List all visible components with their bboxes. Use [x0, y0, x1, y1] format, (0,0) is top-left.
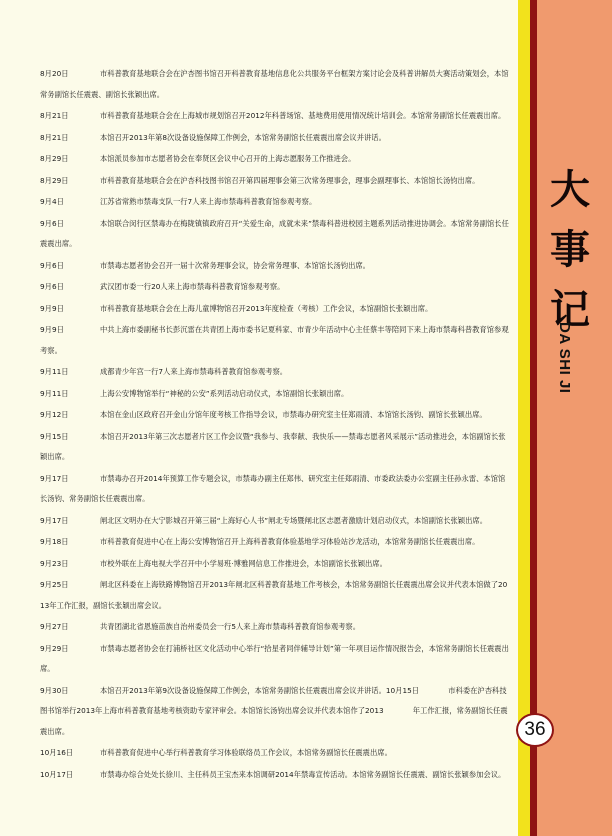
entry-text: 市科普教育基地联合会在沪杏图书馆召开科普教育基地信息化公共服务平台框架方案讨论会及科普讲解员大赛活动策划会，本馆常务副馆长任震震、副馆长张颖出席。 — [40, 69, 509, 99]
chronicle-entry — [40, 765, 510, 786]
entry-text: 本馆召开2013年第8次设备设施保障工作例会，本馆常务副馆长任震震出席会议并讲话。 — [100, 132, 386, 142]
chronicle-entry — [40, 681, 510, 743]
chronicle-entry — [40, 106, 510, 127]
entry-text: 闸北区科委在上海铁路博物馆召开2013年闸北区科普教育基地工作考核会，本馆常务副馆长任震震出席会议并代表本馆做了2013年工作汇报，副馆长张颖出席会议。 — [40, 580, 508, 610]
page-number: 36 — [516, 713, 554, 747]
chronicle-entry — [40, 128, 510, 149]
title-char: 大 — [550, 166, 590, 213]
entry-date: 10月16日 — [40, 748, 74, 757]
chronicle-entry — [40, 214, 510, 255]
entry-date: 9月18日 — [40, 537, 69, 546]
entry-text: 市校外联在上海电视大学召开中小学易班·博雅网信息工作推进会，本馆副馆长张颖出席。 — [100, 558, 387, 568]
chronicle-entry — [40, 469, 510, 510]
chronicle-entry — [40, 192, 510, 213]
entry-text: 成都青少年宫一行7人来上海市禁毒科普教育馆参观考察。 — [100, 367, 288, 376]
entry-date: 9月6日 — [40, 282, 64, 291]
entry-date: 8月29日 — [40, 175, 69, 185]
side-panel — [537, 0, 612, 836]
entry-date: 9月15日 — [40, 431, 69, 441]
entry-date: 9月17日 — [40, 515, 69, 525]
entry-date: 10月17日 — [40, 769, 74, 779]
section-title-pinyin: DA SHI JI — [556, 322, 573, 394]
entry-date: 9月23日 — [40, 558, 69, 568]
entry-text: 共青团湖北省恩施苗族自治州委员会一行5人来上海市禁毒科普教育馆参观考察。 — [100, 622, 361, 631]
entry-text: 上海公安博物馆举行“神秘的公安”系列活动启动仪式，本馆副馆长张颖出席。 — [100, 388, 349, 398]
entry-date: 9月25日 — [40, 580, 69, 589]
entry-text: 江苏省常熟市禁毒支队一行7人来上海市禁毒科普教育馆参观考察。 — [100, 197, 317, 206]
entry-text: 本馆联合闵行区禁毒办在梅陇镇镇政府召开“关爱生命，成就未来”禁毒科普进校园主题系列活动推进协调会。本馆常务副馆长任震震出席。 — [40, 218, 509, 248]
entry-date: 9月30日 — [40, 685, 69, 695]
entry-text: 市科普教育促进中心在上海公安博物馆召开上海科普教育体验基地学习体验站沙龙活动，本馆常务副馆长任震震出席。 — [100, 537, 480, 546]
chronicle-entry — [40, 64, 510, 105]
entry-text: 中共上海市委副秘书长彭沉雷在共青团上海市委书记夏科家、市青少年活动中心主任蔡丰等陪同下来上海市禁毒科普教育馆参观考察。 — [40, 325, 509, 355]
chronicle-entry — [40, 277, 510, 298]
entry-date: 8月21日 — [40, 111, 69, 120]
entry-text: 闸北区文明办在大宁影城召开第三届“上海好心人书”闸北专场暨闸北区志愿者激励计划启动仪式，本馆副馆长张颖出席。 — [100, 515, 487, 525]
section-title-chinese — [540, 160, 600, 340]
entry-date: 9月29日 — [40, 643, 69, 653]
chronicle-entry — [40, 427, 510, 468]
entry-text: 市科普教育促进中心举行科普教育学习体验联络员工作会议，本馆常务副馆长任震震出席。 — [100, 748, 392, 757]
entry-date: 9月27日 — [40, 622, 69, 631]
entry-date: 9月9日 — [40, 325, 64, 334]
chronicle-entry — [40, 639, 510, 680]
chronicle-entry — [40, 554, 510, 575]
entry-date: 9月6日 — [40, 218, 64, 228]
entry-text: 本馆召开2013年第9次设备设施保障工作例会，本馆常务副馆长任震震出席会议并讲话。10月15日 市科委在沪杏科技图书馆举行2013年上海市科普教育基地考核资助专家评审会。本馆馆长汤钧出席会议并代表本馆作了2013 年工作汇报，常务副馆长任震震出席。 — [40, 685, 508, 736]
entry-date: 9月11日 — [40, 367, 69, 376]
entry-date: 9月12日 — [40, 410, 69, 419]
chronicle-entry — [40, 320, 510, 361]
red-stripe — [530, 0, 537, 836]
title-char: 事 — [550, 226, 590, 273]
entry-text: 市科普教育基地联合会在上海儿童博物馆召开2013年度检查（考核）工作会议，本馆副馆长张颖出席。 — [100, 303, 433, 313]
entry-text: 本馆派员参加市志愿者协会在奉贤区会议中心召开的上海志愿服务工作推进会。 — [100, 154, 356, 163]
entry-text: 市禁毒办综合处处长徐川、主任科员王宝杰来本馆调研2014年禁毒宣传活动。本馆常务副馆长任震震、副馆长张颖参加会议。 — [100, 769, 506, 779]
entry-date: 8月20日 — [40, 69, 69, 78]
entry-text: 市禁毒志愿者协会在打浦桥社区文化活动中心举行“拾星者同伴辅导计划”第一年项目运作情况报告会，本馆常务副馆长任震震出席。 — [40, 643, 509, 673]
chronicle-entry — [40, 362, 510, 383]
chronicle-entry — [40, 256, 510, 277]
chronicle-entry — [40, 617, 510, 638]
entry-text: 市禁毒志愿者协会召开一届十次常务理事会议，协会常务理事、本馆馆长汤钧出席。 — [100, 260, 370, 270]
entry-date: 8月29日 — [40, 154, 69, 163]
chronicle-entry — [40, 511, 510, 532]
chronicle-list — [40, 64, 510, 786]
chronicle-entry — [40, 532, 510, 553]
entry-date: 8月21日 — [40, 132, 69, 142]
entry-text: 市禁毒办召开2014年预算工作专题会议，市禁毒办副主任郑伟、研究室主任郑雨清、市委政法委办公室副主任孙永雷、本馆馆长汤钧、常务副馆长任震震出席。 — [40, 473, 506, 503]
chronicle-entry — [40, 384, 510, 405]
entry-date: 9月4日 — [40, 197, 64, 206]
entry-text: 市科普教育基地联合会在沪杏科技图书馆召开第四届理事会第三次常务理事会，理事会副理事长、本馆馆长汤钧出席。 — [100, 175, 480, 185]
entry-date: 9月11日 — [40, 388, 69, 398]
chronicle-entry — [40, 299, 510, 320]
entry-date: 9月9日 — [40, 303, 64, 313]
entry-text: 本馆在金山区政府召开金山分馆年度考核工作指导会议，市禁毒办研究室主任郑雨清、本馆馆长汤钧、副馆长张颖出席。 — [100, 410, 487, 419]
entry-text: 武汉团市委一行20人来上海市禁毒科普教育馆参观考察。 — [100, 282, 285, 291]
entry-text: 本馆召开2013年第三次志愿者片区工作会议暨“我参与、我奉献、我快乐——禁毒志愿者风采展示”活动推进会，本馆副馆长张颖出席。 — [40, 431, 506, 461]
title-char: 记 — [550, 286, 590, 333]
chronicle-entry — [40, 743, 510, 764]
chronicle-entry — [40, 575, 510, 616]
entry-text: 市科普教育基地联合会在上海城市规划馆召开2012年科普场馆、基地费用使用情况统计培训会。本馆常务副馆长任震震出席。 — [100, 111, 506, 120]
chronicle-entry — [40, 405, 510, 426]
entry-date: 9月6日 — [40, 260, 64, 270]
chronicle-entry — [40, 171, 510, 192]
chronicle-entry — [40, 149, 510, 170]
entry-date: 9月17日 — [40, 473, 69, 483]
